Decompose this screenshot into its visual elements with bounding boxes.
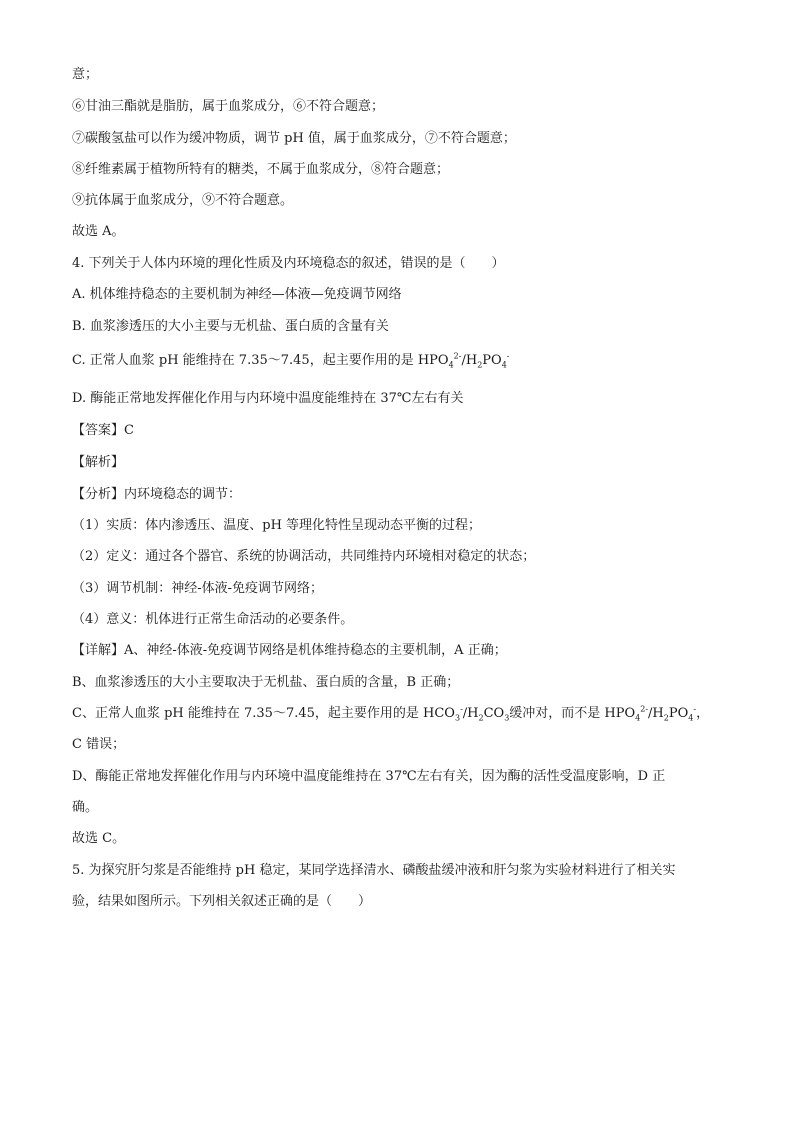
question-5-stem: 5. 为探究肝匀浆是否能维持 pH 稳定，某同学选择清水、磷酸盐缓冲液和肝匀浆为实验材料进行了相关实 [72, 863, 676, 878]
option-b: B. 血浆渗透压的大小主要与无机盐、蛋白质的含量有关 [72, 319, 389, 334]
text-line: 【分析】内环境稳态的调节： [72, 487, 242, 502]
text-line: 【详解】A、神经-体液-免疫调节网络是机体维持稳态的主要机制，A 正确； [72, 643, 507, 658]
text-line: ⑧纤维素属于植物所特有的糖类，不属于血浆成分，⑧符合题意； [72, 162, 450, 177]
text-line: （2）定义：通过各个器官、系统的协调活动，共同维持内环境相对稳定的状态； [72, 549, 536, 564]
answer-label: 【答案】C [72, 423, 134, 438]
text-line: 故选 A。 [72, 224, 125, 239]
text-line: （1）实质：体内渗透压、温度、pH 等理化特性呈现动态平衡的过程； [72, 518, 482, 533]
text-line: （3）调节机制：神经-体液-免疫调节网络； [72, 581, 324, 596]
text-line: 验，结果如图所示。下列相关叙述正确的是（ ） [72, 894, 372, 909]
option-a: A. 机体维持稳态的主要机制为神经—体液—免疫调节网络 [72, 287, 402, 302]
text-line: C 错误； [72, 737, 126, 752]
text-line: D、酶能正常地发挥催化作用与内环境中温度能维持在 37℃左右有关，因为酶的活性受温度影响，D 正 [72, 769, 666, 784]
option-c: C. 正常人血浆 pH 能维持在 7.35～7.45，起主要作用的是 $HPO_4^{2-}/H_2PO_4^-$ [72, 351, 510, 370]
text-line: 意； [72, 67, 99, 82]
text-line: 故选 C。 [72, 831, 126, 846]
text-line: ⑦碳酸氢盐可以作为缓冲物质，调节 pH 值，属于血浆成分，⑦不符合题意； [72, 131, 516, 146]
text-line: ⑨抗体属于血浆成分，⑨不符合题意。 [72, 193, 294, 208]
text-line: ⑥甘油三酯就是脂肪，属于血浆成分，⑥不符合题意； [72, 99, 385, 114]
analysis-label: 【解析】 [72, 455, 125, 470]
question-4-stem: 4. 下列关于人体内环境的理化性质及内环境稳态的叙述，错误的是（ ） [72, 256, 505, 271]
text-line: 确。 [72, 800, 99, 815]
text-line: B、血浆渗透压的大小主要取决于无机盐、蛋白质的含量，B 正确； [72, 675, 460, 690]
text-line: C、正常人血浆 pH 能维持在 7.35～7.45，起主要作用的是 $HCO_3^-/H_2CO_3$缓冲对，而不是 $HPO_4^{2-}/H_2PO_4^-$， [72, 704, 710, 723]
option-d: D. 酶能正常地发挥催化作用与内环境中温度能维持在 37℃左右有关 [72, 391, 464, 406]
text-line: （4）意义：机体进行正常生命活动的必要条件。 [72, 612, 354, 627]
